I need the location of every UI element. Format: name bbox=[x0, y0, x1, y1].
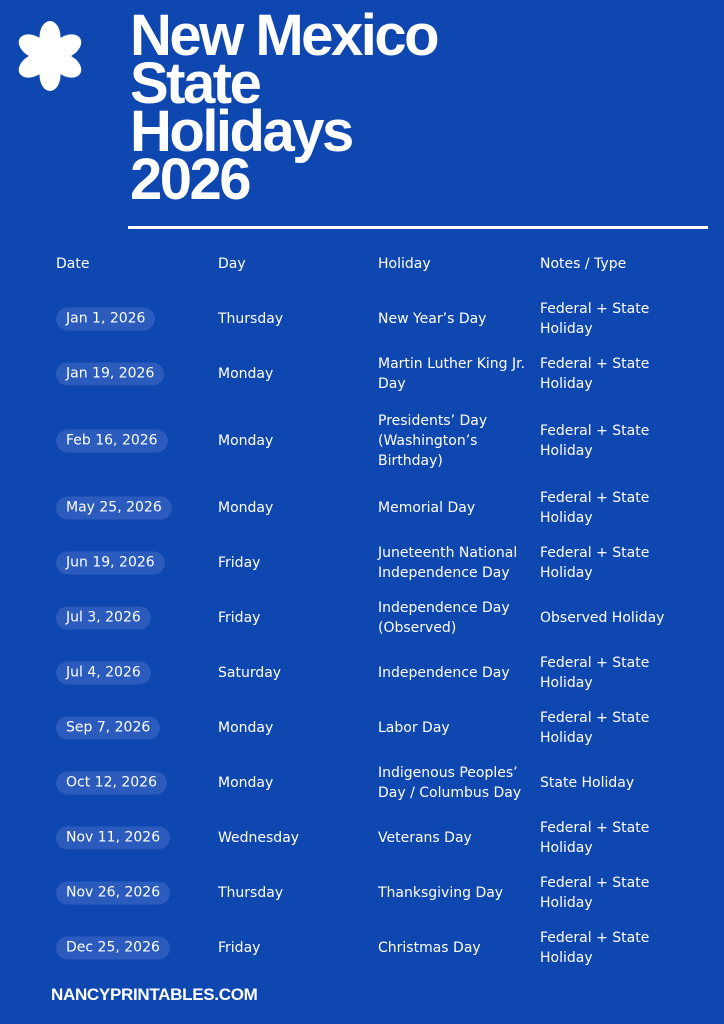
date-pill: Jul 4, 2026 bbox=[56, 662, 151, 685]
holiday-cell: New Year’s Day bbox=[378, 311, 487, 327]
notes-cell: Federal + State Holiday bbox=[540, 423, 650, 459]
header-holiday: Holiday bbox=[378, 256, 431, 272]
holiday-cell: Independence Day (Observed) bbox=[378, 600, 510, 636]
holiday-cell: Indigenous Peoples’ Day / Columbus Day bbox=[378, 765, 522, 801]
holiday-cell: Veterans Day bbox=[378, 830, 472, 846]
holiday-cell: Presidents’ Day (Washington’s Birthday) bbox=[378, 413, 488, 469]
title-line: New Mexico bbox=[130, 3, 437, 68]
date-pill: May 25, 2026 bbox=[56, 497, 172, 520]
header-notes: Notes / Type bbox=[540, 256, 627, 272]
date-pill: Jul 3, 2026 bbox=[56, 607, 151, 630]
notes-cell: Federal + State Holiday bbox=[540, 655, 650, 691]
holiday-cell: Christmas Day bbox=[378, 940, 481, 956]
table-row bbox=[0, 298, 724, 340]
site-url: NANCYPRINTABLES.COM bbox=[51, 985, 258, 1004]
holiday-cell: Juneteenth National Independence Day bbox=[378, 545, 518, 581]
notes-cell: State Holiday bbox=[540, 775, 635, 791]
table-row bbox=[0, 707, 724, 749]
date-pill: Nov 26, 2026 bbox=[56, 882, 170, 905]
holiday-cell: Martin Luther King Jr. Day bbox=[378, 356, 526, 392]
day-cell: Monday bbox=[218, 720, 274, 736]
title-line: State bbox=[130, 51, 260, 116]
table-row bbox=[0, 652, 724, 694]
date-pill: Jan 19, 2026 bbox=[56, 363, 164, 386]
holiday-cell: Memorial Day bbox=[378, 500, 476, 516]
notes-cell: Observed Holiday bbox=[540, 610, 665, 626]
notes-cell: Federal + State Holiday bbox=[540, 820, 650, 856]
day-cell: Wednesday bbox=[218, 830, 300, 846]
table-row bbox=[0, 487, 724, 529]
day-cell: Monday bbox=[218, 433, 274, 449]
flower-icon bbox=[14, 18, 86, 94]
day-cell: Monday bbox=[218, 500, 274, 516]
date-pill: Jun 19, 2026 bbox=[56, 552, 165, 575]
holiday-cell: Independence Day bbox=[378, 665, 510, 681]
day-cell: Friday bbox=[218, 555, 261, 571]
table-row bbox=[0, 817, 724, 859]
table-row bbox=[0, 410, 724, 472]
date-pill: Jan 1, 2026 bbox=[56, 308, 155, 331]
table-row bbox=[0, 542, 724, 584]
day-cell: Thursday bbox=[218, 885, 284, 901]
day-cell: Friday bbox=[218, 940, 261, 956]
day-cell: Monday bbox=[218, 775, 274, 791]
notes-cell: Federal + State Holiday bbox=[540, 875, 650, 911]
table-row bbox=[0, 597, 724, 639]
notes-cell: Federal + State Holiday bbox=[540, 301, 650, 337]
notes-cell: Federal + State Holiday bbox=[540, 930, 650, 966]
title-line: Holidays bbox=[130, 99, 352, 164]
notes-cell: Federal + State Holiday bbox=[540, 710, 650, 746]
notes-cell: Federal + State Holiday bbox=[540, 490, 650, 526]
date-pill: Nov 11, 2026 bbox=[56, 827, 170, 850]
notes-cell: Federal + State Holiday bbox=[540, 356, 650, 392]
table-row bbox=[0, 762, 724, 804]
table-row bbox=[0, 872, 724, 914]
day-cell: Thursday bbox=[218, 311, 284, 327]
date-pill: Feb 16, 2026 bbox=[56, 430, 168, 453]
day-cell: Friday bbox=[218, 610, 261, 626]
title-divider bbox=[128, 226, 708, 229]
table-row bbox=[0, 353, 724, 395]
date-pill: Oct 12, 2026 bbox=[56, 772, 167, 795]
header-day: Day bbox=[218, 256, 246, 272]
day-cell: Monday bbox=[218, 366, 274, 382]
title-line: 2026 bbox=[130, 147, 250, 212]
holiday-cell: Labor Day bbox=[378, 720, 450, 736]
date-pill: Sep 7, 2026 bbox=[56, 717, 160, 740]
notes-cell: Federal + State Holiday bbox=[540, 545, 650, 581]
holiday-cell: Thanksgiving Day bbox=[378, 885, 504, 901]
date-pill: Dec 25, 2026 bbox=[56, 937, 170, 960]
page-title bbox=[130, 3, 690, 212]
day-cell: Saturday bbox=[218, 665, 282, 681]
header-date: Date bbox=[56, 256, 90, 272]
table-row bbox=[0, 927, 724, 969]
